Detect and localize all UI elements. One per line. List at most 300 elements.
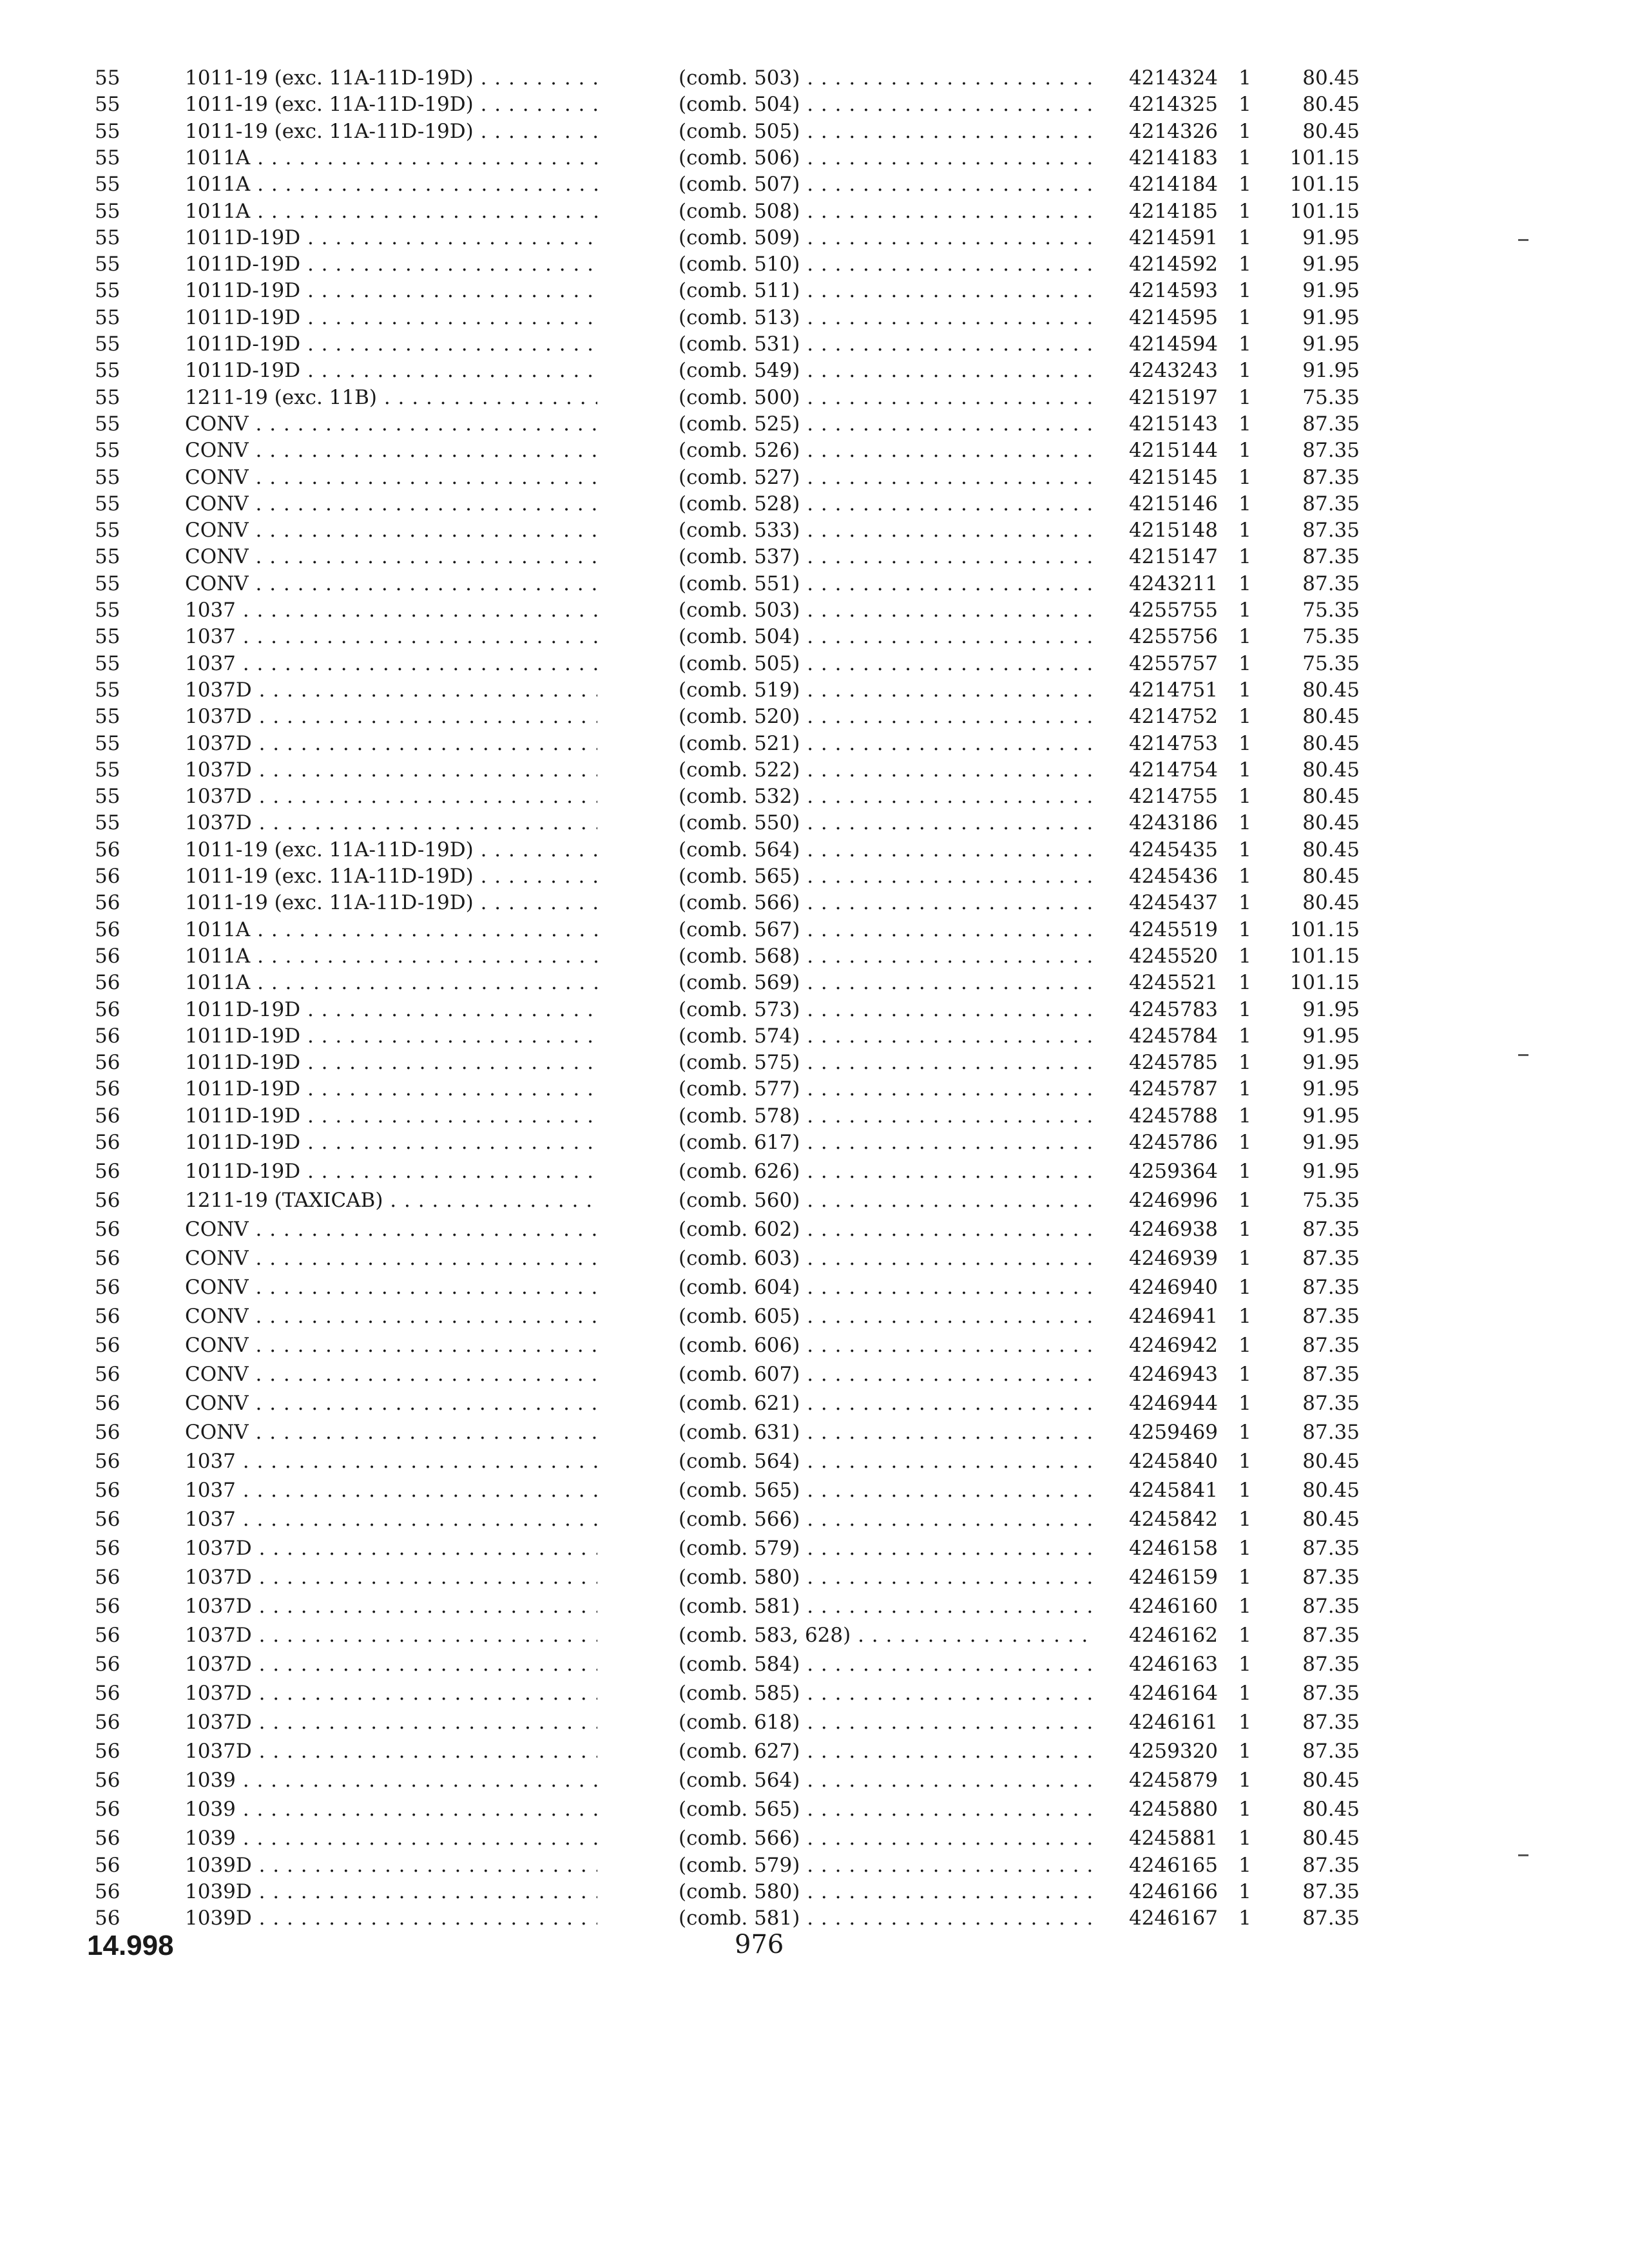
model-cell: 1011D-19D . . . xyxy=(185,1158,597,1184)
table-row xyxy=(0,517,1629,543)
part-number-cell: 4246165 xyxy=(1128,1853,1218,1877)
model-cell: 1011-19 (exc. 11A-11D-19D) . . . xyxy=(185,91,597,117)
quantity-cell: 1 xyxy=(1239,1827,1251,1850)
model-cell: 1039D . . . xyxy=(185,1905,597,1931)
part-number-cell: 4246944 xyxy=(1128,1392,1218,1416)
quantity-cell: 1 xyxy=(1239,519,1251,543)
year-cell: 56 xyxy=(95,997,120,1021)
combination-cell: (comb. 527) . . . xyxy=(679,465,1097,490)
model-cell: 1037D . . . xyxy=(185,1738,597,1764)
model-cell: 1011A . . . xyxy=(185,145,597,171)
part-number-cell: 4243211 xyxy=(1128,572,1218,595)
year-cell: 56 xyxy=(95,1827,120,1850)
year-cell: 55 xyxy=(95,93,120,117)
year-cell: 55 xyxy=(95,519,120,543)
part-number-cell: 4214325 xyxy=(1128,93,1218,117)
table-row xyxy=(0,198,1629,224)
price-cell: 87.35 xyxy=(1302,465,1360,489)
table-row xyxy=(0,757,1629,783)
year-cell: 55 xyxy=(95,678,120,702)
price-cell: 75.35 xyxy=(1302,625,1360,649)
table-row xyxy=(0,1879,1629,1905)
quantity-cell: 1 xyxy=(1239,1024,1251,1048)
model-cell: 1011-19 (exc. 11A-11D-19D) . . . xyxy=(185,837,597,863)
quantity-cell: 1 xyxy=(1239,678,1251,702)
combination-cell: (comb. 617) . . . xyxy=(679,1129,1097,1155)
part-number-cell: 4246996 xyxy=(1128,1189,1218,1213)
year-cell: 55 xyxy=(95,253,120,276)
model-cell: 1037D . . . xyxy=(185,783,597,809)
year-cell: 56 xyxy=(95,1479,120,1503)
price-cell: 80.45 xyxy=(1302,838,1360,861)
price-cell: 80.45 xyxy=(1302,1450,1360,1474)
quantity-cell: 1 xyxy=(1239,1421,1251,1445)
quantity-cell: 1 xyxy=(1239,492,1251,515)
quantity-cell: 1 xyxy=(1239,253,1251,276)
year-cell: 55 xyxy=(95,465,120,489)
quantity-cell: 1 xyxy=(1239,944,1251,968)
quantity-cell: 1 xyxy=(1239,865,1251,888)
part-number-cell: 4214754 xyxy=(1128,758,1218,782)
table-row xyxy=(0,810,1629,836)
year-cell: 56 xyxy=(95,1653,120,1677)
table-row xyxy=(0,1390,1629,1416)
quantity-cell: 1 xyxy=(1239,758,1251,782)
year-cell: 56 xyxy=(95,1247,120,1271)
model-cell: CONV . . . xyxy=(185,1303,597,1329)
price-cell: 101.15 xyxy=(1289,199,1360,223)
part-number-cell: 4246938 xyxy=(1128,1218,1218,1242)
year-cell: 56 xyxy=(95,1189,120,1213)
table-row xyxy=(0,225,1629,251)
quantity-cell: 1 xyxy=(1239,1479,1251,1503)
quantity-cell: 1 xyxy=(1239,279,1251,303)
part-number-cell: 4245787 xyxy=(1128,1077,1218,1101)
part-number-cell: 4246942 xyxy=(1128,1334,1218,1358)
part-number-cell: 4245840 xyxy=(1128,1450,1218,1474)
part-number-cell: 4215144 xyxy=(1128,439,1218,463)
price-cell: 80.45 xyxy=(1302,1508,1360,1532)
quantity-cell: 1 xyxy=(1239,1363,1251,1387)
year-cell: 55 xyxy=(95,785,120,809)
price-cell: 80.45 xyxy=(1302,891,1360,915)
quantity-cell: 1 xyxy=(1239,1392,1251,1416)
year-cell: 56 xyxy=(95,1104,120,1128)
combination-cell: (comb. 627) . . . xyxy=(679,1738,1097,1764)
model-cell: 1037D . . . xyxy=(185,731,597,756)
year-cell: 55 xyxy=(95,572,120,595)
combination-cell: (comb. 575) . . . xyxy=(679,1050,1097,1075)
price-cell: 91.95 xyxy=(1302,1104,1360,1128)
table-row xyxy=(0,1905,1629,1931)
price-cell: 101.15 xyxy=(1289,971,1360,995)
part-number-cell: 4215147 xyxy=(1128,545,1218,569)
table-row xyxy=(0,1852,1629,1878)
quantity-cell: 1 xyxy=(1239,918,1251,941)
quantity-cell: 1 xyxy=(1239,1334,1251,1358)
price-cell: 80.45 xyxy=(1302,66,1360,90)
part-number-cell: 4245841 xyxy=(1128,1479,1218,1503)
combination-cell: (comb. 581) . . . xyxy=(679,1593,1097,1619)
quantity-cell: 1 xyxy=(1239,1740,1251,1763)
combination-cell: (comb. 565) . . . xyxy=(679,1477,1097,1503)
combination-cell: (comb. 519) . . . xyxy=(679,677,1097,703)
quantity-cell: 1 xyxy=(1239,731,1251,755)
quantity-cell: 1 xyxy=(1239,572,1251,595)
model-cell: 1037D . . . xyxy=(185,757,597,783)
price-cell: 87.35 xyxy=(1302,1711,1360,1735)
price-cell: 87.35 xyxy=(1302,545,1360,569)
price-cell: 87.35 xyxy=(1302,1537,1360,1561)
quantity-cell: 1 xyxy=(1239,1104,1251,1128)
model-cell: 1037D . . . xyxy=(185,810,597,836)
price-cell: 87.35 xyxy=(1302,1305,1360,1329)
year-cell: 56 xyxy=(95,1363,120,1387)
table-row xyxy=(0,437,1629,463)
part-number-cell: 4259364 xyxy=(1128,1160,1218,1184)
part-number-cell: 4246163 xyxy=(1128,1653,1218,1677)
combination-cell: (comb. 626) . . . xyxy=(679,1158,1097,1184)
table-row xyxy=(0,1680,1629,1706)
combination-cell: (comb. 605) . . . xyxy=(679,1303,1097,1329)
model-cell: 1037D . . . xyxy=(185,1709,597,1735)
combination-cell: (comb. 510) . . . xyxy=(679,251,1097,277)
year-cell: 56 xyxy=(95,1879,120,1903)
quantity-cell: 1 xyxy=(1239,997,1251,1021)
quantity-cell: 1 xyxy=(1239,465,1251,489)
combination-cell: (comb. 504) . . . xyxy=(679,624,1097,649)
quantity-cell: 1 xyxy=(1239,1624,1251,1648)
part-number-cell: 4245435 xyxy=(1128,838,1218,861)
combination-cell: (comb. 604) . . . xyxy=(679,1274,1097,1300)
table-row xyxy=(0,91,1629,117)
part-number-cell: 4214595 xyxy=(1128,305,1218,329)
price-cell: 80.45 xyxy=(1302,731,1360,755)
quantity-cell: 1 xyxy=(1239,1537,1251,1561)
price-cell: 75.35 xyxy=(1302,1189,1360,1213)
table-row xyxy=(0,1651,1629,1677)
table-row xyxy=(0,1796,1629,1822)
combination-cell: (comb. 505) . . . xyxy=(679,651,1097,677)
model-cell: 1037D . . . xyxy=(185,1564,597,1590)
part-number-cell: 4214184 xyxy=(1128,173,1218,197)
combination-cell: (comb. 522) . . . xyxy=(679,757,1097,783)
year-cell: 55 xyxy=(95,359,120,383)
part-number-cell: 4243186 xyxy=(1128,811,1218,835)
model-cell: CONV . . . xyxy=(185,1419,597,1445)
year-cell: 55 xyxy=(95,625,120,649)
model-cell: 1011-19 (exc. 11A-11D-19D) . . . xyxy=(185,119,597,144)
part-number-cell: 4246159 xyxy=(1128,1566,1218,1590)
price-cell: 101.15 xyxy=(1289,173,1360,197)
combination-cell: (comb. 509) . . . xyxy=(679,225,1097,251)
price-cell: 91.95 xyxy=(1302,1051,1360,1075)
combination-cell: (comb. 526) . . . xyxy=(679,437,1097,463)
model-cell: 1011A . . . xyxy=(185,171,597,197)
quantity-cell: 1 xyxy=(1239,1682,1251,1706)
price-cell: 91.95 xyxy=(1302,1024,1360,1048)
quantity-cell: 1 xyxy=(1239,385,1251,409)
model-cell: CONV . . . xyxy=(185,544,597,570)
price-cell: 87.35 xyxy=(1302,1363,1360,1387)
table-row xyxy=(0,783,1629,809)
part-number-cell: 4245785 xyxy=(1128,1051,1218,1075)
table-row xyxy=(0,890,1629,916)
price-cell: 87.35 xyxy=(1302,1595,1360,1619)
part-number-cell: 4245436 xyxy=(1128,865,1218,888)
quantity-cell: 1 xyxy=(1239,66,1251,90)
combination-cell: (comb. 566) . . . xyxy=(679,890,1097,916)
model-cell: CONV . . . xyxy=(185,1245,597,1271)
price-cell: 87.35 xyxy=(1302,1334,1360,1358)
quantity-cell: 1 xyxy=(1239,1077,1251,1101)
year-cell: 55 xyxy=(95,492,120,515)
year-cell: 56 xyxy=(95,1508,120,1532)
table-row xyxy=(0,1622,1629,1648)
combination-cell: (comb. 500) . . . xyxy=(679,385,1097,410)
price-cell: 87.35 xyxy=(1302,412,1360,436)
model-cell: 1011D-19D . . . xyxy=(185,1076,597,1102)
part-number-cell: 4246161 xyxy=(1128,1711,1218,1735)
table-row xyxy=(0,1245,1629,1271)
combination-cell: (comb. 580) . . . xyxy=(679,1879,1097,1905)
price-cell: 101.15 xyxy=(1289,918,1360,941)
part-number-cell: 4259320 xyxy=(1128,1740,1218,1763)
year-cell: 56 xyxy=(95,1711,120,1735)
quantity-cell: 1 xyxy=(1239,359,1251,383)
combination-cell: (comb. 564) . . . xyxy=(679,837,1097,863)
price-cell: 80.45 xyxy=(1302,93,1360,117)
part-number-cell: 4245521 xyxy=(1128,971,1218,995)
year-cell: 56 xyxy=(95,1392,120,1416)
quantity-cell: 1 xyxy=(1239,1907,1251,1930)
year-cell: 55 xyxy=(95,279,120,303)
quantity-cell: 1 xyxy=(1239,439,1251,463)
model-cell: 1039 . . . xyxy=(185,1825,597,1851)
part-number-cell: 4246941 xyxy=(1128,1305,1218,1329)
part-number-cell: 4246160 xyxy=(1128,1595,1218,1619)
part-number-cell: 4215148 xyxy=(1128,519,1218,543)
section-number: 14.998 xyxy=(87,1930,174,1961)
quantity-cell: 1 xyxy=(1239,1131,1251,1154)
margin-mark xyxy=(1518,1054,1528,1056)
quantity-cell: 1 xyxy=(1239,1160,1251,1184)
year-cell: 55 xyxy=(95,412,120,436)
model-cell: 1011-19 (exc. 11A-11D-19D) . . . xyxy=(185,863,597,889)
year-cell: 56 xyxy=(95,1595,120,1619)
table-row xyxy=(0,1477,1629,1503)
quantity-cell: 1 xyxy=(1239,1595,1251,1619)
quantity-cell: 1 xyxy=(1239,1218,1251,1242)
combination-cell: (comb. 621) . . . xyxy=(679,1390,1097,1416)
part-number-cell: 4245786 xyxy=(1128,1131,1218,1154)
part-number-cell: 4245881 xyxy=(1128,1827,1218,1850)
combination-cell: (comb. 566) . . . xyxy=(679,1825,1097,1851)
table-row xyxy=(0,997,1629,1023)
part-number-cell: 4246940 xyxy=(1128,1276,1218,1300)
year-cell: 56 xyxy=(95,865,120,888)
table-row xyxy=(0,171,1629,197)
price-cell: 87.35 xyxy=(1302,1218,1360,1242)
year-cell: 56 xyxy=(95,1907,120,1930)
combination-cell: (comb. 603) . . . xyxy=(679,1245,1097,1271)
year-cell: 56 xyxy=(95,1769,120,1792)
year-cell: 56 xyxy=(95,1305,120,1329)
year-cell: 55 xyxy=(95,731,120,755)
model-cell: 1011D-19D . . . xyxy=(185,1129,597,1155)
quantity-cell: 1 xyxy=(1239,305,1251,329)
model-cell: 1011D-19D . . . xyxy=(185,997,597,1023)
table-row xyxy=(0,1767,1629,1793)
combination-cell: (comb. 511) . . . xyxy=(679,278,1097,303)
quantity-cell: 1 xyxy=(1239,1450,1251,1474)
quantity-cell: 1 xyxy=(1239,146,1251,169)
model-cell: 1011D-19D . . . xyxy=(185,331,597,357)
model-cell: 1037 . . . xyxy=(185,624,597,649)
model-cell: 1037D . . . xyxy=(185,1651,597,1677)
combination-cell: (comb. 551) . . . xyxy=(679,571,1097,597)
part-number-cell: 4214751 xyxy=(1128,678,1218,702)
table-row xyxy=(0,677,1629,703)
price-cell: 101.15 xyxy=(1289,944,1360,968)
price-cell: 75.35 xyxy=(1302,599,1360,622)
table-row xyxy=(0,837,1629,863)
combination-cell: (comb. 507) . . . xyxy=(679,171,1097,197)
part-number-cell: 4214752 xyxy=(1128,705,1218,729)
combination-cell: (comb. 580) . . . xyxy=(679,1564,1097,1590)
combination-cell: (comb. 566) . . . xyxy=(679,1506,1097,1532)
combination-cell: (comb. 528) . . . xyxy=(679,491,1097,517)
part-number-cell: 4246158 xyxy=(1128,1537,1218,1561)
model-cell: 1211-19 (TAXICAB) . . . xyxy=(185,1187,597,1213)
year-cell: 56 xyxy=(95,971,120,995)
price-cell: 87.35 xyxy=(1302,1853,1360,1877)
quantity-cell: 1 xyxy=(1239,1305,1251,1329)
table-row xyxy=(0,1448,1629,1474)
year-cell: 56 xyxy=(95,1798,120,1821)
combination-cell: (comb. 584) . . . xyxy=(679,1651,1097,1677)
year-cell: 56 xyxy=(95,918,120,941)
model-cell: CONV . . . xyxy=(185,1216,597,1242)
quantity-cell: 1 xyxy=(1239,599,1251,622)
model-cell: 1037D . . . xyxy=(185,1535,597,1561)
quantity-cell: 1 xyxy=(1239,1879,1251,1903)
combination-cell: (comb. 578) . . . xyxy=(679,1103,1097,1129)
part-number-cell: 4214755 xyxy=(1128,785,1218,809)
year-cell: 56 xyxy=(95,1077,120,1101)
price-cell: 80.45 xyxy=(1302,1798,1360,1821)
model-cell: 1011D-19D . . . xyxy=(185,251,597,277)
combination-cell: (comb. 602) . . . xyxy=(679,1216,1097,1242)
price-cell: 87.35 xyxy=(1302,1276,1360,1300)
model-cell: CONV . . . xyxy=(185,491,597,517)
year-cell: 55 xyxy=(95,173,120,197)
part-number-cell: 4246943 xyxy=(1128,1363,1218,1387)
combination-cell: (comb. 503) . . . xyxy=(679,597,1097,623)
year-cell: 56 xyxy=(95,1682,120,1706)
quantity-cell: 1 xyxy=(1239,705,1251,729)
table-row xyxy=(0,465,1629,490)
combination-cell: (comb. 506) . . . xyxy=(679,145,1097,171)
quantity-cell: 1 xyxy=(1239,1566,1251,1590)
table-row xyxy=(0,917,1629,943)
year-cell: 56 xyxy=(95,1537,120,1561)
model-cell: 1037 . . . xyxy=(185,597,597,623)
model-cell: 1037 . . . xyxy=(185,651,597,677)
model-cell: CONV . . . xyxy=(185,437,597,463)
combination-cell: (comb. 606) . . . xyxy=(679,1332,1097,1358)
model-cell: 1037D . . . xyxy=(185,1593,597,1619)
combination-cell: (comb. 573) . . . xyxy=(679,997,1097,1023)
combination-cell: (comb. 631) . . . xyxy=(679,1419,1097,1445)
price-cell: 75.35 xyxy=(1302,651,1360,675)
table-row xyxy=(0,597,1629,623)
year-cell: 55 xyxy=(95,66,120,90)
quantity-cell: 1 xyxy=(1239,785,1251,809)
year-cell: 56 xyxy=(95,1276,120,1300)
combination-cell: (comb. 618) . . . xyxy=(679,1709,1097,1735)
part-number-cell: 4214592 xyxy=(1128,253,1218,276)
combination-cell: (comb. 537) . . . xyxy=(679,544,1097,570)
table-row xyxy=(0,1419,1629,1445)
model-cell: 1037 . . . xyxy=(185,1448,597,1474)
part-number-cell: 4214594 xyxy=(1128,332,1218,356)
model-cell: 1011-19 (exc. 11A-11D-19D) . . . xyxy=(185,65,597,91)
year-cell: 55 xyxy=(95,332,120,356)
price-cell: 80.45 xyxy=(1302,758,1360,782)
part-number-cell: 4246167 xyxy=(1128,1907,1218,1930)
price-cell: 87.35 xyxy=(1302,1907,1360,1930)
year-cell: 55 xyxy=(95,119,120,143)
combination-cell: (comb. 585) . . . xyxy=(679,1680,1097,1706)
model-cell: 1011A . . . xyxy=(185,943,597,969)
model-cell: 1037D . . . xyxy=(185,1622,597,1648)
part-number-cell: 4246939 xyxy=(1128,1247,1218,1271)
part-number-cell: 4215197 xyxy=(1128,385,1218,409)
part-number-cell: 4215143 xyxy=(1128,412,1218,436)
model-cell: CONV . . . xyxy=(185,571,597,597)
price-cell: 80.45 xyxy=(1302,678,1360,702)
combination-cell: (comb. 549) . . . xyxy=(679,358,1097,383)
year-cell: 56 xyxy=(95,1853,120,1877)
price-cell: 80.45 xyxy=(1302,1769,1360,1792)
quantity-cell: 1 xyxy=(1239,891,1251,915)
price-cell: 87.35 xyxy=(1302,1879,1360,1903)
price-cell: 91.95 xyxy=(1302,305,1360,329)
table-row xyxy=(0,731,1629,756)
combination-cell: (comb. 560) . . . xyxy=(679,1187,1097,1213)
year-cell: 55 xyxy=(95,385,120,409)
quantity-cell: 1 xyxy=(1239,332,1251,356)
table-row xyxy=(0,145,1629,171)
combination-cell: (comb. 583, 628) . . . xyxy=(679,1622,1097,1648)
year-cell: 56 xyxy=(95,1421,120,1445)
quantity-cell: 1 xyxy=(1239,838,1251,861)
table-row xyxy=(0,385,1629,410)
table-row xyxy=(0,544,1629,570)
table-row xyxy=(0,251,1629,277)
table-row xyxy=(0,1023,1629,1049)
year-cell: 56 xyxy=(95,1740,120,1763)
model-cell: 1037D . . . xyxy=(185,1680,597,1706)
table-row xyxy=(0,1303,1629,1329)
year-cell: 56 xyxy=(95,1566,120,1590)
table-row xyxy=(0,1129,1629,1155)
table-row xyxy=(0,970,1629,995)
model-cell: 1011D-19D . . . xyxy=(185,1103,597,1129)
price-cell: 91.95 xyxy=(1302,1160,1360,1184)
price-cell: 87.35 xyxy=(1302,1392,1360,1416)
